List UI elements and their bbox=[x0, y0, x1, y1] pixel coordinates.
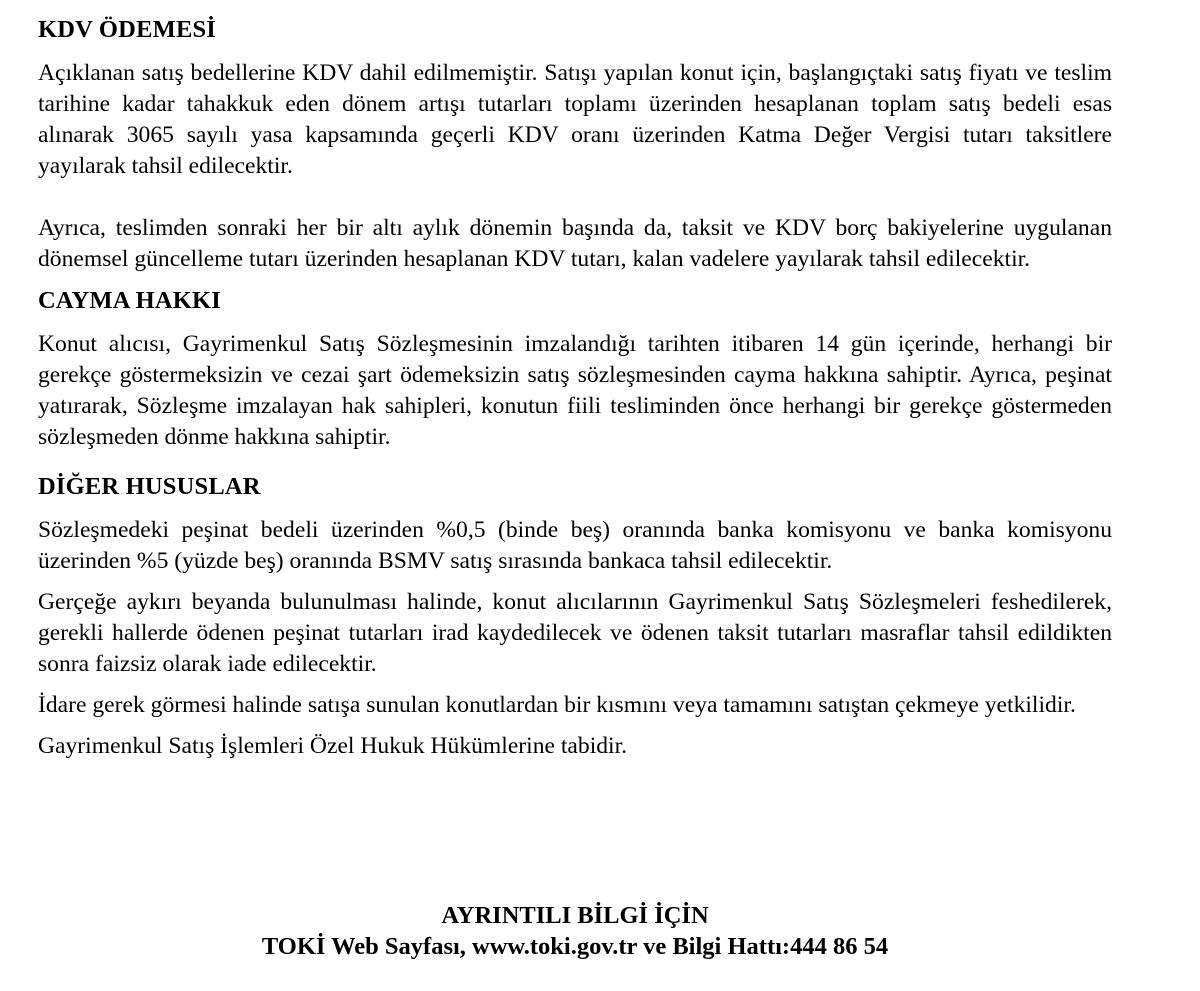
diger-paragraph-1: Sözleşmedeki peşinat bedeli üzerinden %0,5 (binde beş) oranında banka komisyonu ve banka komisyonu üzerinden %5 (yüzde beş) oranında BSMV satış sırasında bankaca tahsil edilecektir. bbox=[38, 517, 1112, 574]
kdv-paragraph-1: Açıklanan satış bedellerine KDV dahil edilmemiştir. Satışı yapılan konut için, başlangıçtaki satış fiyatı ve teslim tarihine kadar tahakkuk eden dönem artışı tutarları toplamı üzerinden hesaplanan toplam satış bedeli esas alınarak 3065 sayılı yasa kapsamında geçerli KDV oranı üzerinden Katma Değer Vergisi tutarı taksitlere yayılarak tahsil edilecektir. bbox=[38, 60, 1112, 179]
kdv-paragraph-2: Ayrıca, teslimden sonraki her bir altı aylık dönemin başında da, taksit ve KDV borç bakiyelerine uygulanan dönemsel güncelleme tutarı üzerinden hesaplanan KDV tutarı, kalan vadelere yayılarak tahsil edilecektir. bbox=[38, 215, 1112, 272]
diger-paragraph-3: İdare gerek görmesi halinde satışa sunulan konutlardan bir kısmını veya tamamını satıştan çekmeye yetkilidir. bbox=[38, 692, 1076, 718]
section-title-kdv: KDV ÖDEMESİ bbox=[38, 16, 217, 43]
diger-paragraph-4: Gayrimenkul Satış İşlemleri Özel Hukuk Hükümlerine tabidir. bbox=[38, 733, 628, 759]
section-title-cayma: CAYMA HAKKI bbox=[38, 287, 222, 314]
section-title-diger: DİĞER HUSUSLAR bbox=[38, 473, 261, 500]
contact-footer bbox=[0, 900, 1150, 962]
footer-contact-line: TOKİ Web Sayfası, www.toki.gov.tr ve Bilgi Hattı:444 86 54 bbox=[261, 933, 889, 960]
footer-heading: AYRINTILI BİLGİ İÇİN bbox=[441, 902, 709, 929]
diger-paragraph-2: Gerçeğe aykırı beyanda bulunulması halinde, konut alıcılarının Gayrimenkul Satış Sözleşmeleri feshedilerek, gerekli hallerde ödenen peşinat tutarları irad kaydedilecek ve ödenen taksit tutarları masraflar tahsil edildikten sonra faizsiz olarak iade edilecektir. bbox=[38, 589, 1112, 677]
document-body bbox=[38, 14, 1112, 762]
cayma-paragraph-1: Konut alıcısı, Gayrimenkul Satış Sözleşmesinin imzalandığı tarihten itibaren 14 gün içerinde, herhangi bir gerekçe göstermeksizin ve cezai şart ödemeksizin satış sözleşmesinden cayma hakkına sahiptir. Ayrıca, peşinat yatırarak, Sözleşme imzalayan hak sahipleri, konutun fiili tesliminden önce herhangi bir gerekçe göstermeden sözleşmeden dönme hakkına sahiptir. bbox=[38, 331, 1112, 450]
